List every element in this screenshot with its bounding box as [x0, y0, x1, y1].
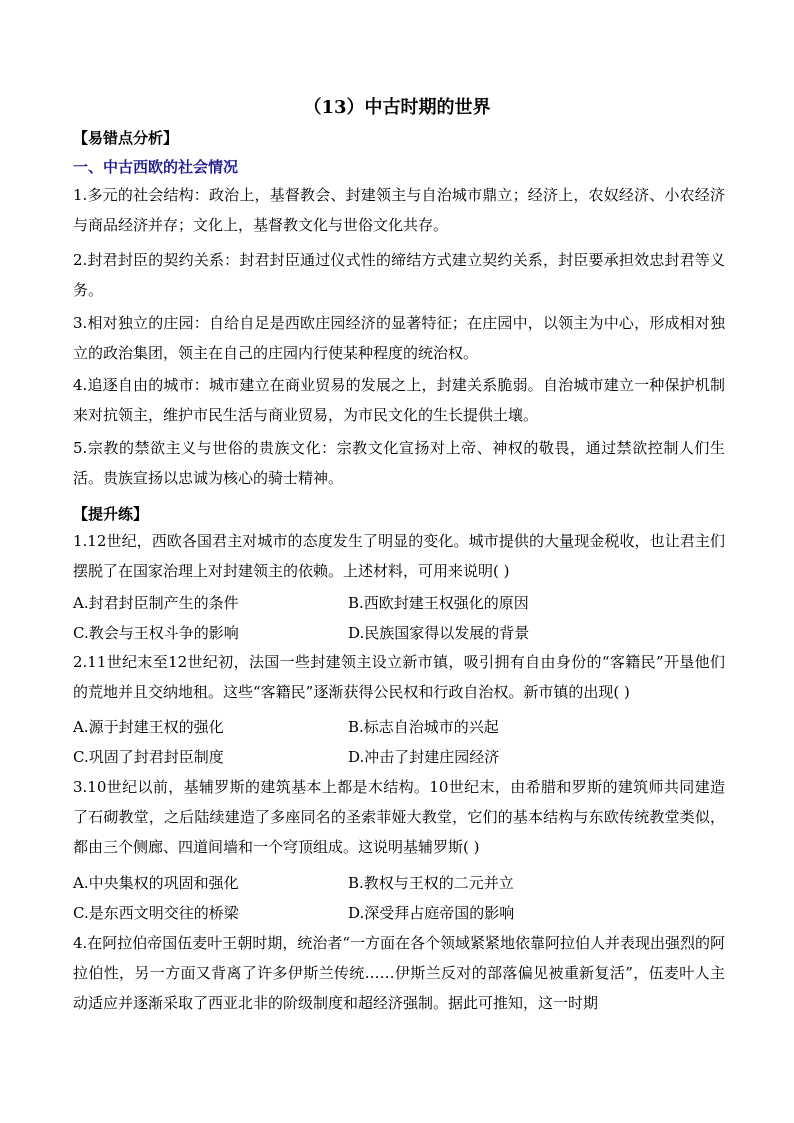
section-heading: 一、中古西欧的社会情况 [73, 158, 239, 176]
question-2-option-c[interactable]: C.巩固了封君封臣制度 [73, 748, 224, 766]
question-2-option-d[interactable]: D.冲击了封建庄园经济 [348, 748, 500, 766]
question-1-option-a[interactable]: A.封君封臣制产生的条件 [73, 594, 239, 612]
analysis-heading: 【易错点分析】 [73, 129, 179, 147]
point-3: 3.相对独立的庄园：自给自足是西欧庄园经济的显著特征；在庄园中，以领主为中心，形成相对独立的政治集团，领主在自己的庄园内行使某种程度的统治权。 [73, 314, 725, 362]
point-4: 4.追逐自由的城市：城市建立在商业贸易的发展之上，封建关系脆弱。自治城市建立一种保护机制来对抗领主，维护市民生活与商业贸易，为市民文化的生长提供土壤。 [73, 376, 725, 424]
question-1-option-b[interactable]: B.西欧封建王权强化的原因 [348, 594, 529, 612]
question-1-stem: 1.12世纪，西欧各国君主对城市的态度发生了明显的变化。城市提供的大量现金税收，也让君主们摆脱了在国家治理上对封建领主的依赖。上述材料，可用来说明( ) [73, 532, 725, 580]
point-2: 2.封君封臣的契约关系：封君封臣通过仪式性的缔结方式建立契约关系，封臣要承担效忠封君等义务。 [73, 251, 725, 299]
page-title: （13）中古时期的世界 [303, 97, 491, 118]
practice-heading: 【提升练】 [73, 505, 149, 523]
question-3-option-c[interactable]: C.是东西文明交往的桥梁 [73, 904, 239, 922]
question-2-option-a[interactable]: A.源于封建王权的强化 [73, 718, 224, 736]
question-4-stem: 4.在阿拉伯帝国伍麦叶王朝时期，统治者“一方面在各个领域紧紧地依靠阿拉伯人并表现出强烈的阿拉伯性，另一方面又背离了许多伊斯兰传统……伊斯兰反对的部落偏见被重新复活”，伍麦叶人主动适应并逐渐采取了西亚北非的阶级制度和超经济强制。据此可推知，这一时期 [73, 934, 725, 1012]
point-5: 5.宗教的禁欲主义与世俗的贵族文化：宗教文化宣扬对上帝、神权的敬畏，通过禁欲控制人们生活。贵族宣扬以忠诚为核心的骑士精神。 [73, 439, 725, 487]
question-3-option-a[interactable]: A.中央集权的巩固和强化 [73, 874, 239, 892]
question-2-stem: 2.11世纪末至12世纪初，法国一些封建领主设立新市镇，吸引拥有自由身份的“客籍民”开垦他们的荒地并且交纳地租。这些“客籍民”逐渐获得公民权和行政自治权。新市镇的出现( ) [73, 653, 725, 701]
point-1: 1.多元的社会结构：政治上，基督教会、封建领主与自治城市鼎立；经济上，农奴经济、小农经济与商品经济并存；文化上，基督教文化与世俗文化共存。 [73, 186, 725, 234]
question-1-option-c[interactable]: C.教会与王权斗争的影响 [73, 624, 239, 642]
question-3-stem: 3.10世纪以前，基辅罗斯的建筑基本上都是木结构。10世纪末，由希腊和罗斯的建筑师共同建造了石砌教堂，之后陆续建造了多座同名的圣索菲娅大教堂，它们的基本结构与东欧传统教堂类似，都由三个侧廊、四道间墙和一个穹顶组成。这说明基辅罗斯( ) [73, 778, 725, 856]
question-1-option-d[interactable]: D.民族国家得以发展的背景 [348, 624, 530, 642]
question-3-option-d[interactable]: D.深受拜占庭帝国的影响 [348, 904, 515, 922]
question-3-option-b[interactable]: B.教权与王权的二元并立 [348, 874, 514, 892]
question-2-option-b[interactable]: B.标志自治城市的兴起 [348, 718, 499, 736]
